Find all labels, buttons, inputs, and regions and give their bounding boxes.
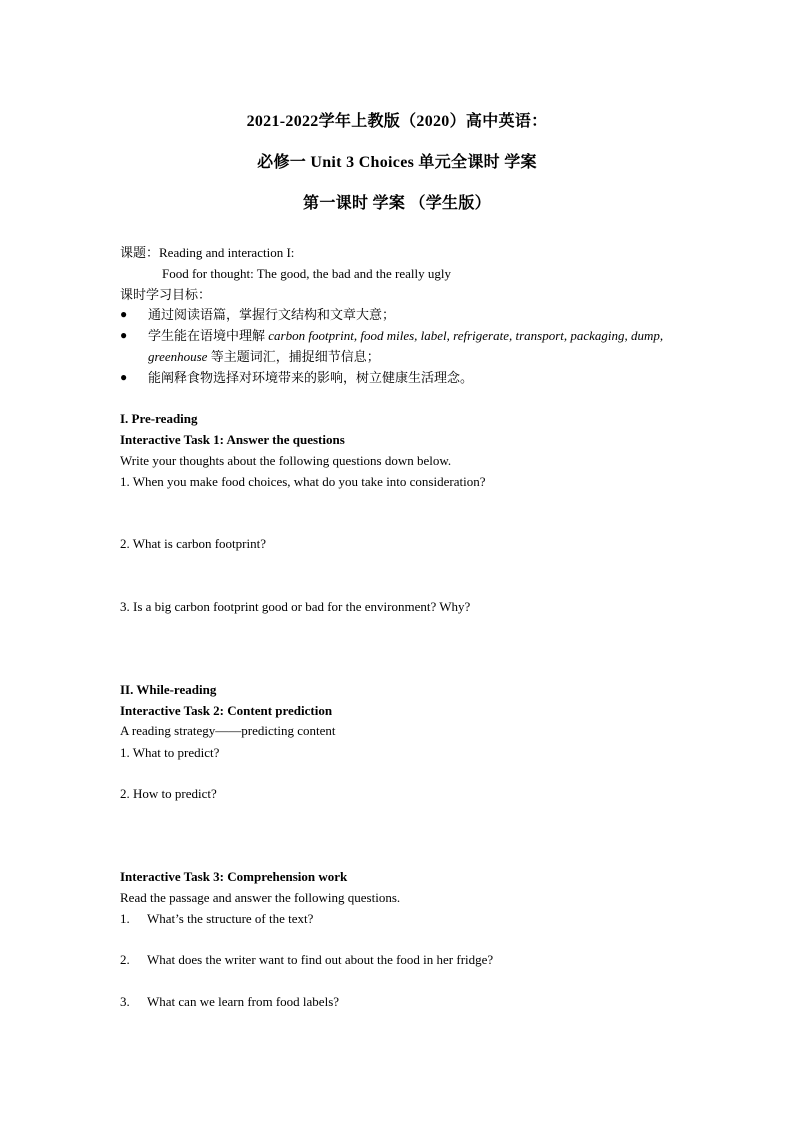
objective-text: 通过阅读语篇，掌握行文结构和文章大意； <box>148 307 396 322</box>
topic-text: Reading and interaction I: <box>159 245 295 260</box>
task3-question-2 <box>120 951 493 968</box>
objective-text-suffix: 等主题词汇，捕捉细节信息； <box>207 349 380 364</box>
document-title-line1: 2021-2022学年上教版（2020）高中英语： <box>246 113 548 130</box>
topic-line <box>120 244 294 261</box>
task1-title: Interactive Task 1: Answer the questions <box>120 432 345 447</box>
topic-label: 课题： <box>120 245 160 260</box>
vocabulary-terms: carbon footprint, food miles, label, refrigerate, transport, packaging, dump, greenhouse <box>148 328 664 364</box>
section-heading-pre-reading: I. Pre-reading <box>120 411 198 426</box>
task1-instruction: Write your thoughts about the following questions down below. <box>120 453 452 468</box>
task2-strategy: A reading strategy——predicting content <box>120 723 336 738</box>
task2-question-2: 2. How to predict? <box>120 786 217 801</box>
task3-instruction: Read the passage and answer the following questions. <box>120 890 401 905</box>
task3-question-3 <box>120 993 339 1010</box>
objective-item-1 <box>120 304 680 325</box>
document-title-line3: 第一课时 学案 （学生版） <box>303 195 491 212</box>
topic-subtitle: Food for thought: The good, the bad and the really ugly <box>162 266 451 281</box>
task1-question-3: 3. Is a big carbon footprint good or bad for the environment? Why? <box>120 599 471 614</box>
question-number: 3. <box>120 994 130 1009</box>
task3-question-1 <box>120 910 313 927</box>
objective-item-3 <box>120 367 680 388</box>
bullet-icon: ● <box>120 328 128 342</box>
objective-text: 能阐释食物选择对环境带来的影响，树立健康生活理念。 <box>148 370 474 385</box>
question-number: 2. <box>120 952 130 967</box>
objectives-label: 课时学习目标： <box>120 287 212 302</box>
objective-text <box>148 325 680 367</box>
document-title-line2: 必修一 Unit 3 Choices 单元全课时 学案 <box>257 154 537 171</box>
bullet-icon: ● <box>120 370 128 384</box>
task1-question-1: 1. When you make food choices, what do you take into consideration? <box>120 474 486 489</box>
question-text: What can we learn from food labels? <box>147 994 340 1009</box>
task2-question-1: 1. What to predict? <box>120 745 220 760</box>
objective-text-prefix: 学生能在语境中理解 <box>148 328 269 343</box>
question-text: What does the writer want to find out about the food in her fridge? <box>147 952 494 967</box>
task1-question-2: 2. What is carbon footprint? <box>120 536 266 551</box>
section-heading-while-reading: II. While-reading <box>120 682 217 697</box>
task2-title: Interactive Task 2: Content prediction <box>120 703 333 718</box>
question-number: 1. <box>120 911 130 926</box>
question-text: What’s the structure of the text? <box>147 911 314 926</box>
objective-item-2 <box>120 325 680 367</box>
task3-title: Interactive Task 3: Comprehension work <box>120 869 348 884</box>
bullet-icon: ● <box>120 307 128 321</box>
